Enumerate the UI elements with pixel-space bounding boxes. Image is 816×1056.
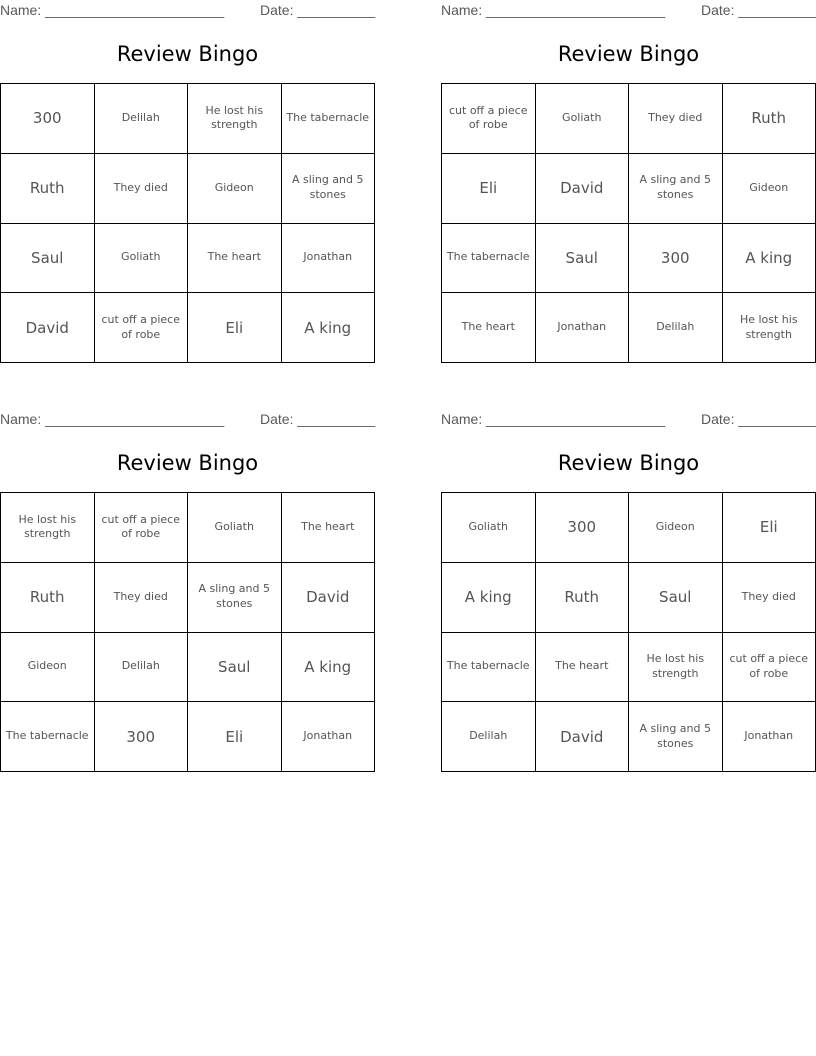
bingo-cell: cut off a piece of robe xyxy=(95,293,189,363)
bingo-cell: cut off a piece of robe xyxy=(723,633,816,703)
bingo-cell: David xyxy=(1,293,95,363)
bingo-cell: Jonathan xyxy=(282,702,376,772)
bingo-cell: Ruth xyxy=(723,84,816,154)
bingo-cell: Jonathan xyxy=(282,224,376,294)
bingo-cell: A sling and 5 stones xyxy=(188,563,282,633)
card-title: Review Bingo xyxy=(557,451,700,475)
name-date-row xyxy=(441,409,816,429)
card-title: Review Bingo xyxy=(557,42,700,66)
bingo-cell: Jonathan xyxy=(723,702,816,772)
bingo-cell: Gideon xyxy=(188,154,282,224)
bingo-cell: Goliath xyxy=(536,84,630,154)
bingo-cell: Goliath xyxy=(95,224,189,294)
bingo-cell: He lost his strength xyxy=(723,293,816,363)
bingo-cell: He lost his strength xyxy=(629,633,723,703)
bingo-cell: David xyxy=(536,702,630,772)
date-field-line: Date: __________ xyxy=(701,2,816,18)
bingo-cell: David xyxy=(282,563,376,633)
date-field-line: Date: __________ xyxy=(260,411,376,427)
bingo-cell: Eli xyxy=(442,154,536,224)
bingo-cell: Goliath xyxy=(442,493,536,563)
bingo-cell: The heart xyxy=(282,493,376,563)
bingo-cell: A sling and 5 stones xyxy=(629,702,723,772)
bingo-cell: The tabernacle xyxy=(442,224,536,294)
bingo-cell: A king xyxy=(282,633,376,703)
bingo-grid xyxy=(441,83,816,363)
bingo-card-3 xyxy=(0,409,375,779)
bingo-cell: David xyxy=(536,154,630,224)
bingo-cell: Delilah xyxy=(95,84,189,154)
bingo-cell: The tabernacle xyxy=(282,84,376,154)
bingo-cell: A king xyxy=(442,563,536,633)
bingo-cell: Goliath xyxy=(188,493,282,563)
bingo-cell: The tabernacle xyxy=(1,702,95,772)
bingo-cell: Delilah xyxy=(95,633,189,703)
name-field-line: Name: _______________________ xyxy=(441,2,666,18)
bingo-cell: A sling and 5 stones xyxy=(282,154,376,224)
name-field-line: Name: _______________________ xyxy=(0,411,225,427)
card-title: Review Bingo xyxy=(116,451,259,475)
bingo-cell: Saul xyxy=(1,224,95,294)
bingo-cell: Gideon xyxy=(723,154,816,224)
bingo-cell: The heart xyxy=(188,224,282,294)
bingo-cell: Delilah xyxy=(442,702,536,772)
bingo-cell: Saul xyxy=(629,563,723,633)
bingo-cell: cut off a piece of robe xyxy=(95,493,189,563)
bingo-cell: They died xyxy=(723,563,816,633)
name-date-row xyxy=(441,0,816,20)
name-date-row xyxy=(0,0,375,20)
bingo-cell: The heart xyxy=(536,633,630,703)
name-field-line: Name: _______________________ xyxy=(441,411,666,427)
bingo-cell: Gideon xyxy=(629,493,723,563)
bingo-card-1 xyxy=(0,0,375,370)
bingo-cell: Jonathan xyxy=(536,293,630,363)
bingo-cell: A king xyxy=(282,293,376,363)
bingo-cell: A king xyxy=(723,224,816,294)
bingo-cell: 300 xyxy=(629,224,723,294)
bingo-card-4 xyxy=(441,409,816,779)
bingo-cell: Gideon xyxy=(1,633,95,703)
bingo-cell: Saul xyxy=(188,633,282,703)
bingo-cell: Eli xyxy=(723,493,816,563)
bingo-cell: Saul xyxy=(536,224,630,294)
bingo-cell: Ruth xyxy=(536,563,630,633)
bingo-cell: He lost his strength xyxy=(188,84,282,154)
bingo-cell: Eli xyxy=(188,293,282,363)
bingo-cell: Ruth xyxy=(1,154,95,224)
bingo-card-2 xyxy=(441,0,816,370)
bingo-cell: Eli xyxy=(188,702,282,772)
bingo-cell: They died xyxy=(95,563,189,633)
bingo-cell: Ruth xyxy=(1,563,95,633)
bingo-cell: They died xyxy=(629,84,723,154)
bingo-cell: Delilah xyxy=(629,293,723,363)
name-date-row xyxy=(0,409,375,429)
bingo-grid xyxy=(441,492,816,772)
date-field-line: Date: __________ xyxy=(701,411,816,427)
bingo-cell: He lost his strength xyxy=(1,493,95,563)
bingo-grid xyxy=(0,83,375,363)
bingo-cell: The tabernacle xyxy=(442,633,536,703)
date-field-line: Date: __________ xyxy=(260,2,376,18)
card-title: Review Bingo xyxy=(116,42,259,66)
bingo-cell: A sling and 5 stones xyxy=(629,154,723,224)
bingo-cell: cut off a piece of robe xyxy=(442,84,536,154)
bingo-cell: 300 xyxy=(95,702,189,772)
bingo-cell: They died xyxy=(95,154,189,224)
name-field-line: Name: _______________________ xyxy=(0,2,225,18)
bingo-cell: 300 xyxy=(1,84,95,154)
bingo-cell: The heart xyxy=(442,293,536,363)
bingo-cell: 300 xyxy=(536,493,630,563)
bingo-grid xyxy=(0,492,375,772)
